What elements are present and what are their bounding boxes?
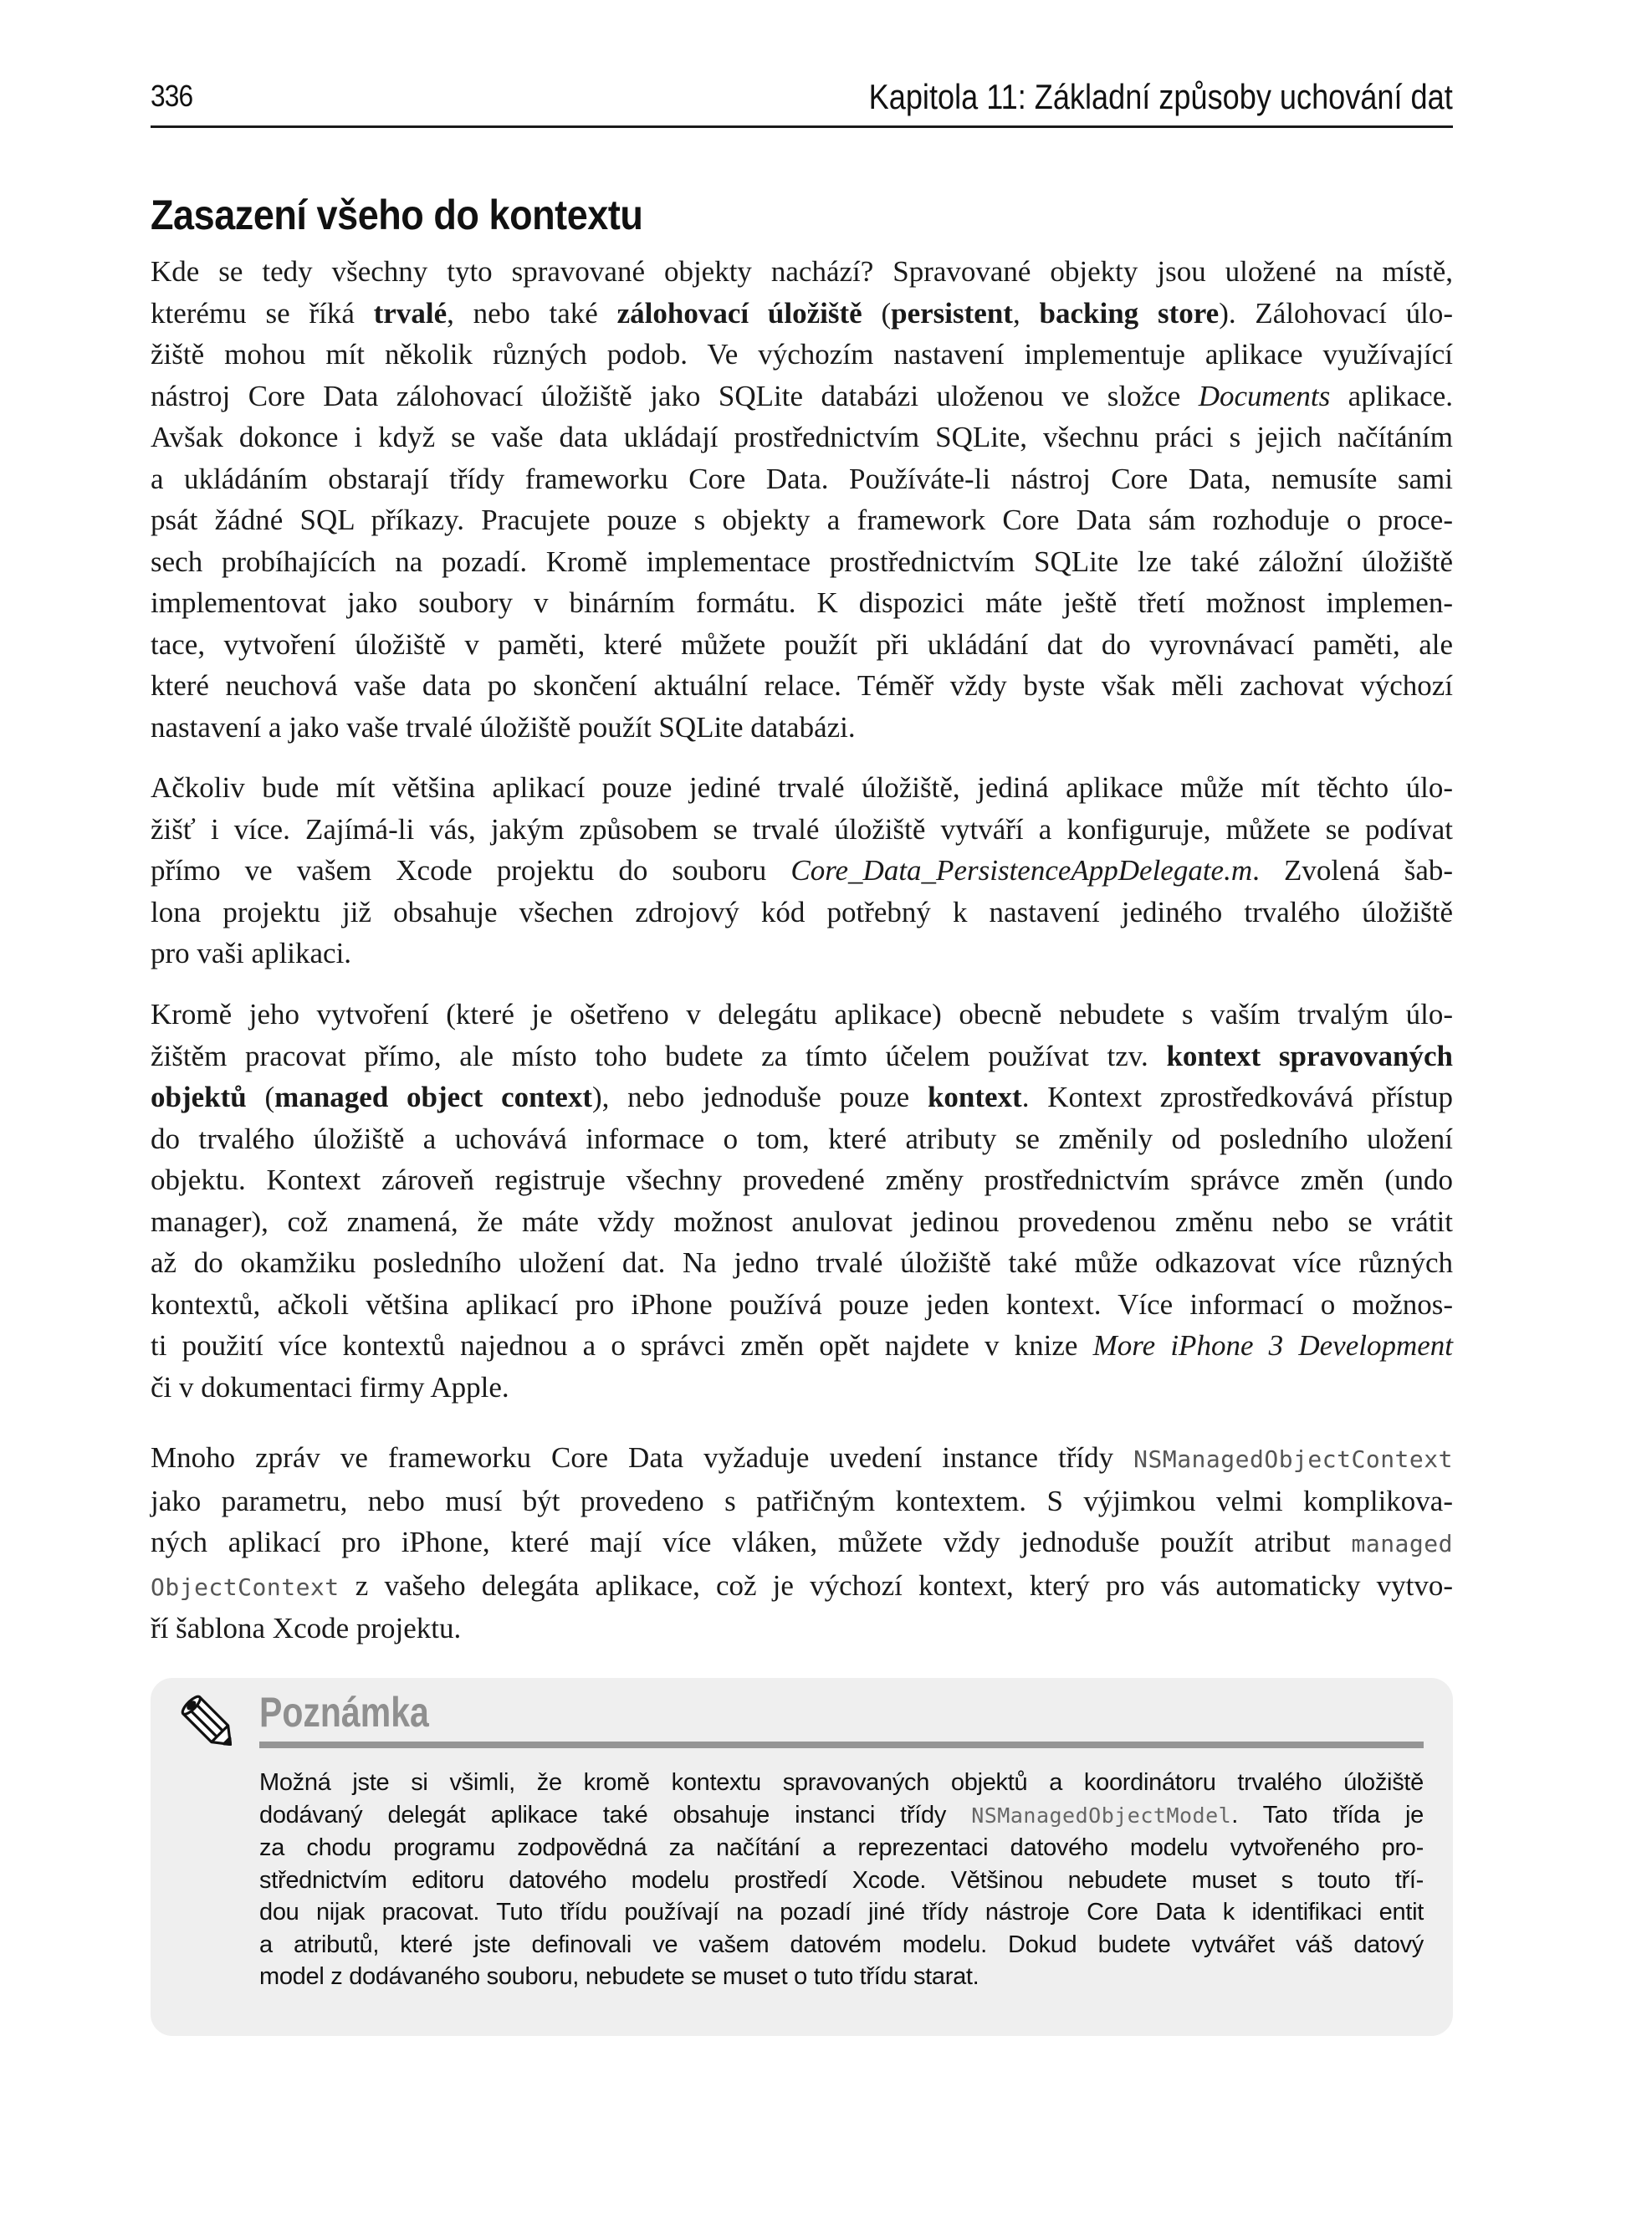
text-run: dodávaný delegát aplikace také obsahuje instanci třídy	[259, 1801, 972, 1829]
text-run: ti použití více kontextů najednou a o správci změn opět najdete v knize	[151, 1329, 1093, 1362]
page-number: 336	[151, 79, 193, 113]
text-run: za chodu programu zodpovědná za načítání a reprezentaci datového modelu vytvořeného pro-	[259, 1834, 1424, 1861]
text-line	[151, 1325, 1453, 1367]
text-run: až do okamžiku posledního uložení dat. Na jedno trvalé úložiště také může odkazovat více různých	[151, 1246, 1453, 1279]
text-run: střednictvím editoru datového modelu prostředí Xcode. Většinou nebudete muset s touto tří-	[259, 1866, 1424, 1894]
text-run: žištěm pracovat přímo, ale místo toho budete za tímto účelem používat tzv.	[151, 1039, 1167, 1072]
bold-term: persistent	[891, 296, 1013, 330]
text-line	[151, 1201, 1453, 1243]
note-title: Poznámka	[259, 1689, 429, 1736]
bold-term: backing store	[1039, 296, 1220, 330]
text-line	[151, 499, 1453, 541]
text-run: kterému se říká	[151, 296, 374, 330]
text-run: . Zvolená šab-	[1252, 854, 1454, 887]
text-line	[151, 933, 1453, 974]
text-run: kontextů, ačkoli většina aplikací pro iPhone používá pouze jeden kontext. Více informací o možnos-	[151, 1287, 1453, 1321]
text-line	[151, 1284, 1453, 1326]
text-line	[151, 1522, 1453, 1565]
text-run: . Kontext zprostředkovává přístup	[1021, 1081, 1454, 1113]
text-line	[151, 541, 1453, 583]
text-run: Kromě jeho vytvoření (které je ošetřeno v delegátu aplikace) obecně nebudete s vaším trvalým úlo-	[151, 998, 1453, 1031]
pencil-icon	[176, 1690, 243, 1757]
text-run: ří šablona Xcode projektu.	[151, 1612, 462, 1644]
text-run: žišť i více. Zajímá-li vás, jakým způsobem se trvalé úložiště vytváří a konfiguruje, můžete se podívat	[151, 812, 1453, 846]
bold-term: kontext spravovaných	[1166, 1039, 1453, 1072]
text-line	[259, 1832, 1424, 1864]
text-run: Mnoho zpráv ve frameworku Core Data vyžaduje uvedení instance třídy	[151, 1441, 1134, 1474]
text-run: model z dodávaného souboru, nebudete se muset o tuto třídu starat.	[259, 1963, 979, 1990]
text-run: sech probíhajících na pozadí. Kromě implementace prostřednictvím SQLite lze také záložní úložiště	[151, 545, 1453, 578]
note-divider	[259, 1742, 1424, 1748]
text-run: Ačkoliv bude mít většina aplikací pouze jediné trvalé úložiště, jediná aplikace může mít těchto úlo-	[151, 771, 1453, 804]
bold-term: zálohovací úložiště	[616, 296, 862, 330]
text-run: přímo ve vašem Xcode projektu do souboru	[151, 854, 791, 887]
text-run: ných aplikací pro iPhone, které mají více vláken, můžete vždy jednoduše použít atribut	[151, 1526, 1352, 1558]
text-run: (	[246, 1081, 275, 1113]
text-line	[151, 809, 1453, 851]
text-run: psát žádné SQL příkazy. Pracujete pouze s objekty a framework Core Data sám rozhoduje o proce-	[151, 504, 1453, 536]
text-run: Kde se tedy všechny tyto spravované objekty nachází? Spravované objekty jsou uložené na místě,	[151, 255, 1453, 288]
text-line	[259, 1961, 1424, 1993]
text-run: dou nijak pracovat. Tuto třídu používají na pozadí jiné třídy nástroje Core Data k identifikaci entit	[259, 1899, 1424, 1926]
text-line	[151, 994, 1453, 1036]
note-box	[151, 1678, 1453, 2036]
text-line	[259, 1896, 1424, 1929]
paragraph-3	[151, 994, 1453, 1408]
text-run: implementovat jako soubory v binárním formátu. K dispozici máte ještě třetí možnost implemen-	[151, 586, 1453, 619]
text-run: . Tato třída je	[1231, 1801, 1424, 1829]
italic-term: Core_Data_PersistenceAppDelegate.m	[790, 854, 1253, 887]
text-line	[259, 1799, 1424, 1833]
code-term: NSManagedObjectModel	[971, 1803, 1232, 1828]
text-run: pro vaši aplikaci.	[151, 937, 352, 969]
text-line	[151, 293, 1453, 335]
paragraph-4	[151, 1437, 1453, 1650]
text-run: ), nebo jednoduše pouze	[592, 1081, 928, 1113]
text-line	[151, 1367, 1453, 1409]
text-line	[151, 767, 1453, 809]
text-run: aplikace.	[1330, 379, 1453, 412]
text-run: žiště mohou mít několik různých podob. Ve výchozím nastavení implementuje aplikace využívající	[151, 338, 1453, 371]
text-run: (	[862, 296, 892, 330]
text-run: ). Zálohovací úlo-	[1219, 296, 1454, 330]
text-run: objektu. Kontext zároveň registruje všechny provedené změny prostřednictvím správce změn (undo	[151, 1164, 1453, 1196]
text-line	[151, 417, 1453, 458]
italic-term: Documents	[1198, 379, 1331, 412]
chapter-title: Kapitola 11: Základní způsoby uchování dat	[868, 77, 1453, 116]
bold-term: managed object context	[274, 1081, 592, 1113]
text-line	[151, 376, 1453, 417]
text-line	[151, 1077, 1453, 1118]
text-line	[151, 1118, 1453, 1160]
text-run: do trvalého úložiště a uchovává informace o tom, které atributy se změnily od posledního uložení	[151, 1122, 1453, 1155]
text-run: tace, vytvoření úložiště v paměti, které můžete použít při ukládání dat do vyrovnávací paměti, ale	[151, 627, 1453, 661]
text-line	[151, 334, 1453, 376]
running-head	[151, 77, 1453, 128]
text-run: , nebo také	[447, 296, 617, 330]
text-line	[151, 892, 1453, 933]
text-run: a atributů, které jste definovali ve vašem datovém modelu. Dokud budete vytvářet váš datový	[259, 1931, 1424, 1958]
text-line	[151, 458, 1453, 500]
text-line	[151, 1036, 1453, 1077]
note-text	[259, 1767, 1424, 1993]
section-title: Zasazení všeho do kontextu	[151, 192, 643, 238]
text-run: jako parametru, nebo musí být provedeno s patřičným kontextem. S výjimkou velmi komplikova-	[151, 1484, 1453, 1517]
text-run: Možná jste si všimli, že kromě kontextu spravovaných objektů a koordinátoru trvalého úložiště	[259, 1769, 1424, 1796]
bold-term: trvalé	[373, 296, 448, 330]
paragraph-2	[151, 767, 1453, 974]
bold-term: objektů	[151, 1081, 247, 1113]
text-run: Avšak dokonce i když se vaše data ukládají prostřednictvím SQLite, všechnu práci s jejich načítáním	[151, 421, 1453, 453]
text-line	[151, 850, 1453, 892]
code-term: ObjectContext	[151, 1573, 340, 1601]
text-run: nastavení a jako vaše trvalé úložiště použít SQLite databázi.	[151, 710, 856, 744]
text-line	[259, 1767, 1424, 1799]
text-line	[151, 251, 1453, 293]
text-line	[259, 1929, 1424, 1962]
code-term: managed	[1351, 1530, 1453, 1558]
text-run: a ukládáním obstarají třídy frameworku Core Data. Používáte-li nástroj Core Data, nemusíte sami	[151, 462, 1453, 495]
text-line	[259, 1864, 1424, 1897]
italic-term: More iPhone 3 Development	[1092, 1329, 1453, 1362]
text-run: lona projektu již obsahuje všechen zdrojový kód potřebný k nastavení jediného trvalého úložiště	[151, 895, 1453, 928]
text-run: manager), což znamená, že máte vždy možnost anulovat jedinou provedenou změnu nebo se vrátit	[151, 1205, 1453, 1238]
text-line	[151, 1608, 1453, 1650]
text-run: které neuchová vaše data po skončení aktuální relace. Téměř vždy byste však měli zachovat výchozí	[151, 669, 1453, 702]
paragraph-1	[151, 251, 1453, 748]
text-line	[151, 1242, 1453, 1284]
text-line	[151, 624, 1453, 666]
text-run: z vašeho delegáta aplikace, což je výchozí kontext, který pro vás automaticky vytvo-	[339, 1568, 1453, 1602]
text-run: nástroj Core Data zálohovací úložiště jako SQLite databázi uloženou ve složce	[151, 379, 1199, 412]
text-line	[151, 1159, 1453, 1201]
text-line	[151, 582, 1453, 624]
text-line	[151, 1565, 1453, 1609]
text-run: či v dokumentaci firmy Apple.	[151, 1370, 509, 1404]
text-line	[151, 665, 1453, 707]
text-line	[151, 707, 1453, 749]
code-term: NSManagedObjectContext	[1133, 1445, 1453, 1473]
text-line	[151, 1481, 1453, 1522]
text-line	[151, 1437, 1453, 1481]
text-run: ,	[1012, 296, 1040, 330]
bold-term: kontext	[927, 1081, 1022, 1113]
